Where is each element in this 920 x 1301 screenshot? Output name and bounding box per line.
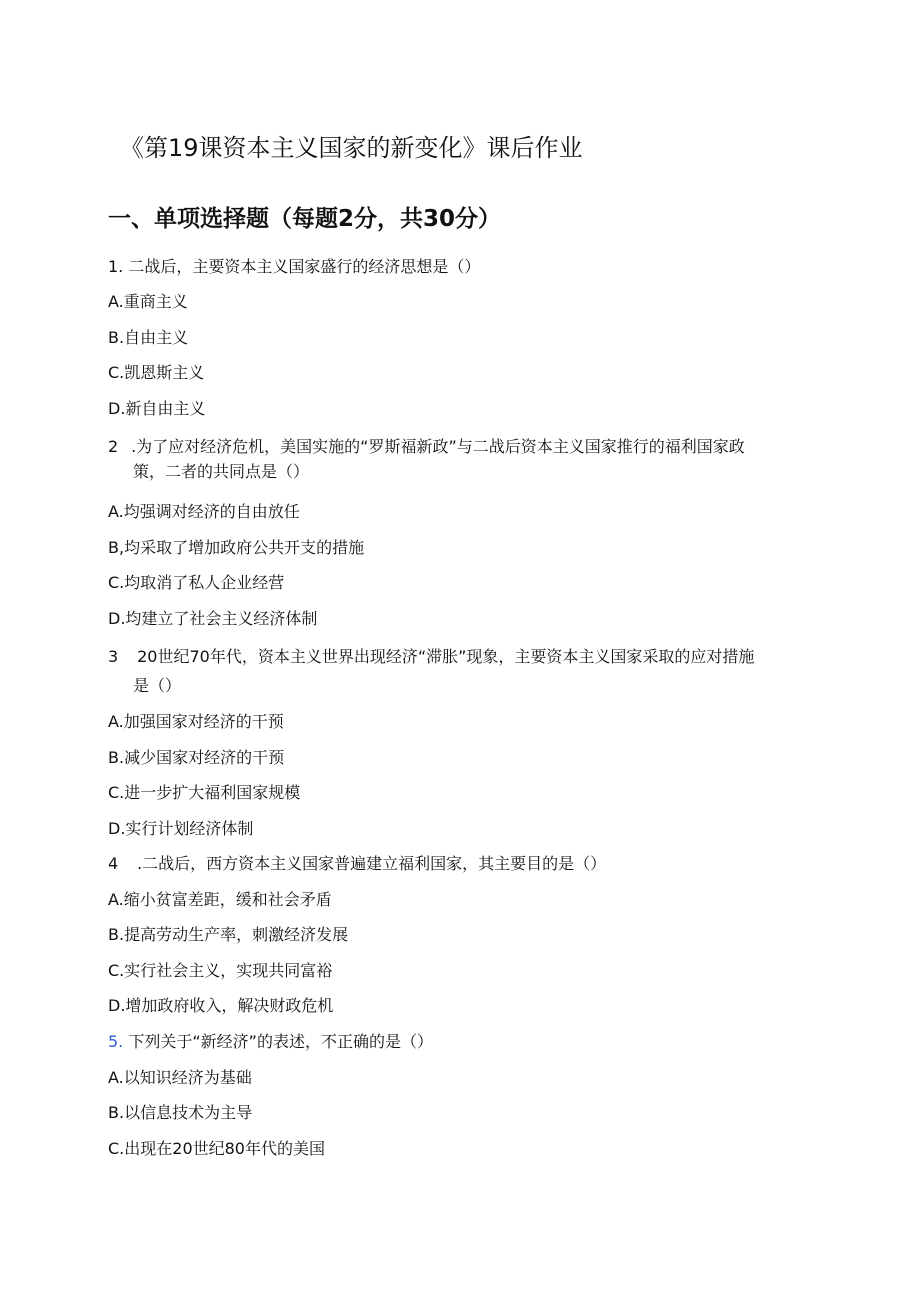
question-text: 下列关于“新经济”的表述，不正确的是（） bbox=[128, 1032, 433, 1051]
question-2-option-b: B,均采取了增加政府公共开支的措施 bbox=[108, 538, 365, 557]
question-number: 1. bbox=[108, 257, 124, 276]
question-1-stem bbox=[108, 255, 480, 279]
question-text: .二战后，西方资本主义国家普遍建立福利国家，其主要目的是（） bbox=[137, 854, 607, 873]
question-number: 5. bbox=[108, 1032, 124, 1051]
question-4-option-a: A.缩小贫富差距，缓和社会矛盾 bbox=[108, 890, 332, 909]
question-2-stem-line-2: 策，二者的共同点是（） bbox=[133, 462, 310, 481]
question-2-option-d: D.均建立了社会主义经济体制 bbox=[108, 609, 318, 628]
question-1-option-b: B.自由主义 bbox=[108, 328, 189, 347]
question-4-option-b: B.提高劳动生产率，刺激经济发展 bbox=[108, 925, 349, 944]
section-heading: 一、单项选择题（每题2分，共30分） bbox=[108, 206, 502, 232]
question-4-option-d: D.增加政府收入，解决财政危机 bbox=[108, 996, 334, 1015]
question-1-option-a: A.重商主义 bbox=[108, 292, 188, 311]
question-5-stem bbox=[108, 1030, 433, 1054]
question-1-option-c: C.凯恩斯主义 bbox=[108, 363, 205, 382]
question-3-option-c: C.进一步扩大福利国家规模 bbox=[108, 783, 301, 802]
question-2-option-a: A.均强调对经济的自由放任 bbox=[108, 502, 300, 521]
question-number: 2 bbox=[108, 437, 119, 456]
question-text: .为了应对经济危机，美国实施的“罗斯福新政”与二战后资本主义国家推行的福利国家政 bbox=[131, 437, 745, 456]
question-5-option-b: B.以信息技术为主导 bbox=[108, 1103, 253, 1122]
question-5-option-a: A.以知识经济为基础 bbox=[108, 1068, 252, 1087]
question-3-option-a: A.加强国家对经济的干预 bbox=[108, 712, 284, 731]
question-4-stem bbox=[108, 852, 606, 876]
question-text: 20世纪70年代，资本主义世界出现经济“滞胀”现象，主要资本主义国家采取的应对措施 bbox=[137, 647, 755, 666]
document-title: 《第19课资本主义国家的新变化》课后作业 bbox=[120, 134, 583, 162]
question-5-option-c: C.出现在20世纪80年代的美国 bbox=[108, 1139, 325, 1158]
question-number: 4 bbox=[108, 854, 119, 873]
question-3-stem-line-2: 是（） bbox=[133, 676, 182, 695]
question-3-stem-line-1 bbox=[108, 645, 754, 669]
question-3-option-d: D.实行计划经济体制 bbox=[108, 819, 254, 838]
question-2-stem-line-1 bbox=[108, 435, 745, 459]
question-3-option-b: B.减少国家对经济的干预 bbox=[108, 748, 285, 767]
question-1-option-d: D.新自由主义 bbox=[108, 399, 206, 418]
question-text: 二战后，主要资本主义国家盛行的经济思想是（） bbox=[128, 257, 481, 276]
question-4-option-c: C.实行社会主义，实现共同富裕 bbox=[108, 961, 333, 980]
question-number: 3 bbox=[108, 647, 119, 666]
question-2-option-c: C.均取消了私人企业经营 bbox=[108, 573, 285, 592]
